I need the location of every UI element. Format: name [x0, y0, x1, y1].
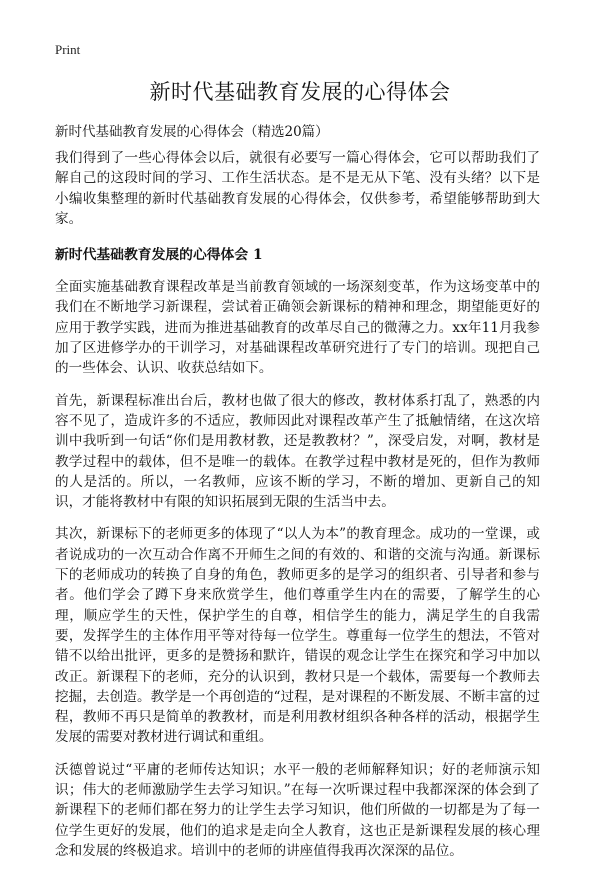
section-heading: 新时代基础教育发展的心得体会 1: [55, 247, 263, 264]
body-paragraph: 首先，新课程标准出台后，教材也做了很大的修改，教材体系打乱了，熟悉的内容不见了，造成许多的不适应，教师因此对课程改革产生了抵触情绪，在这次培训中我听到一句话“你们是用教材教，还是教教材？”，深受启发，对啊，教材是教学过程中的载体，但不是唯一的载体。在教学过程中教材是死的，但作为教师的人是活的。所以，一名教师，应该不断的学习，不断的增加、更新自己的知识，才能将教材中有限的知识拓展到无限的生活当中去。: [55, 392, 540, 511]
print-link[interactable]: Print: [55, 42, 81, 57]
page-title: 新时代基础教育发展的心得体会: [149, 80, 451, 104]
body-paragraph: 其次，新课标下的老师更多的体现了“以人为本”的教育理念。成功的一堂课，或者说成功的一次互动合作离不开师生之间的有效的、和谐的交流与沟通。新课标下的老师成功的转换了自身的角色，教师更多的是学习的组织者、引导者和参与者。他们学会了蹲下身来欣赏学生，他们尊重学生内在的需要，了解学生的心理，顺应学生的天性，保护学生的自尊，相信学生的能力，满足学生的自我需要，发挥学生的主体作用平等对待每一位学生。尊重每一位学生的想法，不管对错不以给出批评，更多的是赞扬和默许，错误的观念让学生在探究和学习中加以改正。新课程下的老师，充分的认识到，教材只是一个载体，需要每一个教师去挖掘，去创造。教学是一个再创造的“过程，是对课程的不断发展、不断丰富的过程，教师不再只是简单的教教材，而是利用教材组织各种各样的活动，根据学生发展的需要对教材进行调试和重组。: [55, 526, 540, 746]
body-paragraph: 全面实施基础教育课程改革是当前教育领域的一场深刻变革，作为这场变革中的我们在不断地学习新课程，尝试着正确领会新课标的精神和理念，期望能更好的应用于教学实践，进而为推进基础教育的改革尽自己的微薄之力。xx年11月我参加了区进修学办的干训学习，对基础课程改革研究进行了专门的培训。现把自己的一些体会、认识、收获总结如下。: [55, 279, 540, 377]
intro-paragraph: 我们得到了一些心得体会以后，就很有必要写一篇心得体会，它可以帮助我们了解自己的这段时间的学习、工作生活状态。是不是无从下笔、没有头绪？以下是小编收集整理的新时代基础教育发展的心得体会，仅供参考，希望能够帮助到大家。: [55, 150, 540, 227]
body-paragraph: 沃德曾说过“平庸的老师传达知识；水平一般的老师解释知识；好的老师演示知识；伟大的老师激励学生去学习知识。”在每一次听课过程中我都深深的体会到了新课程下的老师们都在努力的让学生去学习知识，他们所做的一切都是为了每一位学生更好的发展，他们的追求是走向全人教育，这也正是新课程发展的核心理念和发展的终极追求。培训中的老师的讲座值得我再次深深的品位。: [55, 761, 540, 859]
document-subtitle: 新时代基础教育发展的心得体会（精选20篇）: [55, 124, 329, 140]
document-body: [55, 148, 540, 873]
